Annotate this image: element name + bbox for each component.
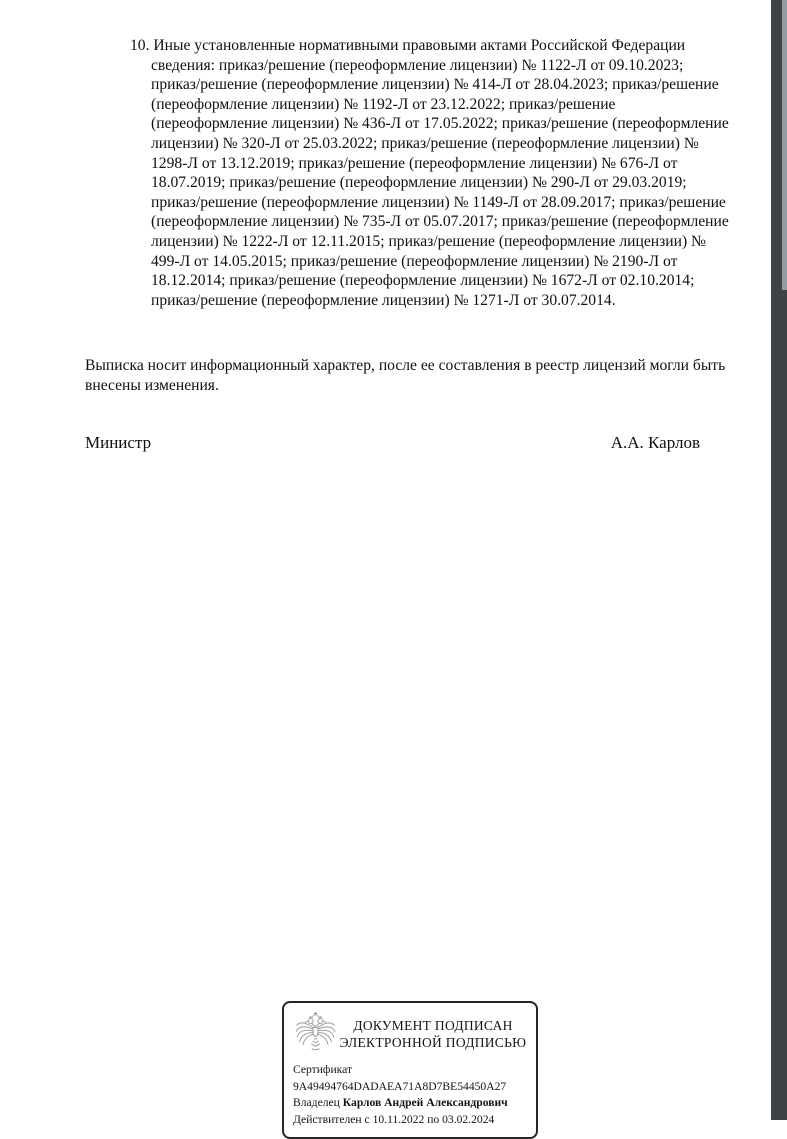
- paragraph-10-line: (переоформление лицензии) № 735-Л от 05.07.2017; приказ/решение (переоформление: [151, 213, 729, 231]
- paragraph-10-line: 1298-Л от 13.12.2019; приказ/решение (переоформление лицензии) № 676-Л от: [151, 154, 678, 172]
- paragraph-10-line: приказ/решение (переоформление лицензии) № 1271-Л от 30.07.2014.: [151, 291, 616, 309]
- note-line: внесены изменения.: [85, 376, 219, 394]
- signature-row: [85, 433, 700, 453]
- owner-value: Карлов Андрей Александрович: [342, 1096, 508, 1110]
- validity-line: Действителен с 10.11.2022 по 03.02.2024: [293, 1112, 495, 1126]
- stamp-details: [284, 1059, 536, 1137]
- paragraph-10-line: (переоформление лицензии) № 436-Л от 17.05.2022; приказ/решение (переоформление: [151, 115, 729, 133]
- paragraph-10-line: 18.12.2014; приказ/решение (переоформление лицензии) № 1672-Л от 02.10.2014;: [151, 272, 695, 290]
- stamp-title: [338, 1017, 528, 1051]
- owner-label: Владелец: [293, 1096, 340, 1110]
- certificate-value: 9A49494764DADAEA71A8D7BE54450A27: [293, 1079, 507, 1093]
- paragraph-10-line: сведения: приказ/решение (переоформление лицензии) № 1122-Л от 09.10.2023;: [151, 56, 684, 74]
- owner-line: [293, 1095, 528, 1112]
- stamp-header: [284, 1003, 536, 1059]
- paragraph-10: [130, 36, 729, 310]
- paragraph-10-line: лицензии) № 320-Л от 25.03.2022; приказ/решение (переоформление лицензии) №: [151, 134, 699, 152]
- paragraph-10-line: приказ/решение (переоформление лицензии) № 1149-Л от 28.09.2017; приказ/решение: [151, 193, 726, 211]
- stamp-title-line2: ЭЛЕКТРОННОЙ ПОДПИСЬЮ: [339, 1034, 527, 1050]
- paragraph-10-line: 18.07.2019; приказ/решение (переоформление лицензии) № 290-Л от 29.03.2019;: [151, 174, 687, 192]
- paragraph-10-line: лицензии) № 1222-Л от 12.11.2015; приказ/решение (переоформление лицензии) №: [151, 232, 706, 250]
- paragraph-10-line: 499-Л от 14.05.2015; приказ/решение (переоформление лицензии) № 2190-Л от: [151, 252, 678, 270]
- note-paragraph: [85, 356, 725, 396]
- note-line: Выписка носит информационный характер, после ее составления в реестр лицензий могли быть: [85, 357, 726, 374]
- signer-name: А.А. Карлов: [610, 433, 700, 452]
- certificate-label: Сертификат: [293, 1063, 353, 1076]
- stamp-title-line1: ДОКУМЕНТ ПОДПИСАН: [353, 1017, 513, 1033]
- paragraph-10-line: приказ/решение (переоформление лицензии) № 414-Л от 28.04.2023; приказ/решение: [151, 76, 719, 94]
- coat-of-arms-eagle-icon: [293, 1010, 338, 1057]
- signer-role: Министр: [85, 433, 152, 452]
- paragraph-10-line: 10. Иные установленные нормативными правовыми актами Российской Федерации: [130, 37, 686, 54]
- scrollbar-thumb[interactable]: [782, 0, 787, 290]
- paragraph-10-line: (переоформление лицензии) № 1192-Л от 23.12.2022; приказ/решение: [151, 95, 616, 113]
- certificate-line: [293, 1062, 528, 1095]
- electronic-signature-stamp: [282, 1001, 538, 1139]
